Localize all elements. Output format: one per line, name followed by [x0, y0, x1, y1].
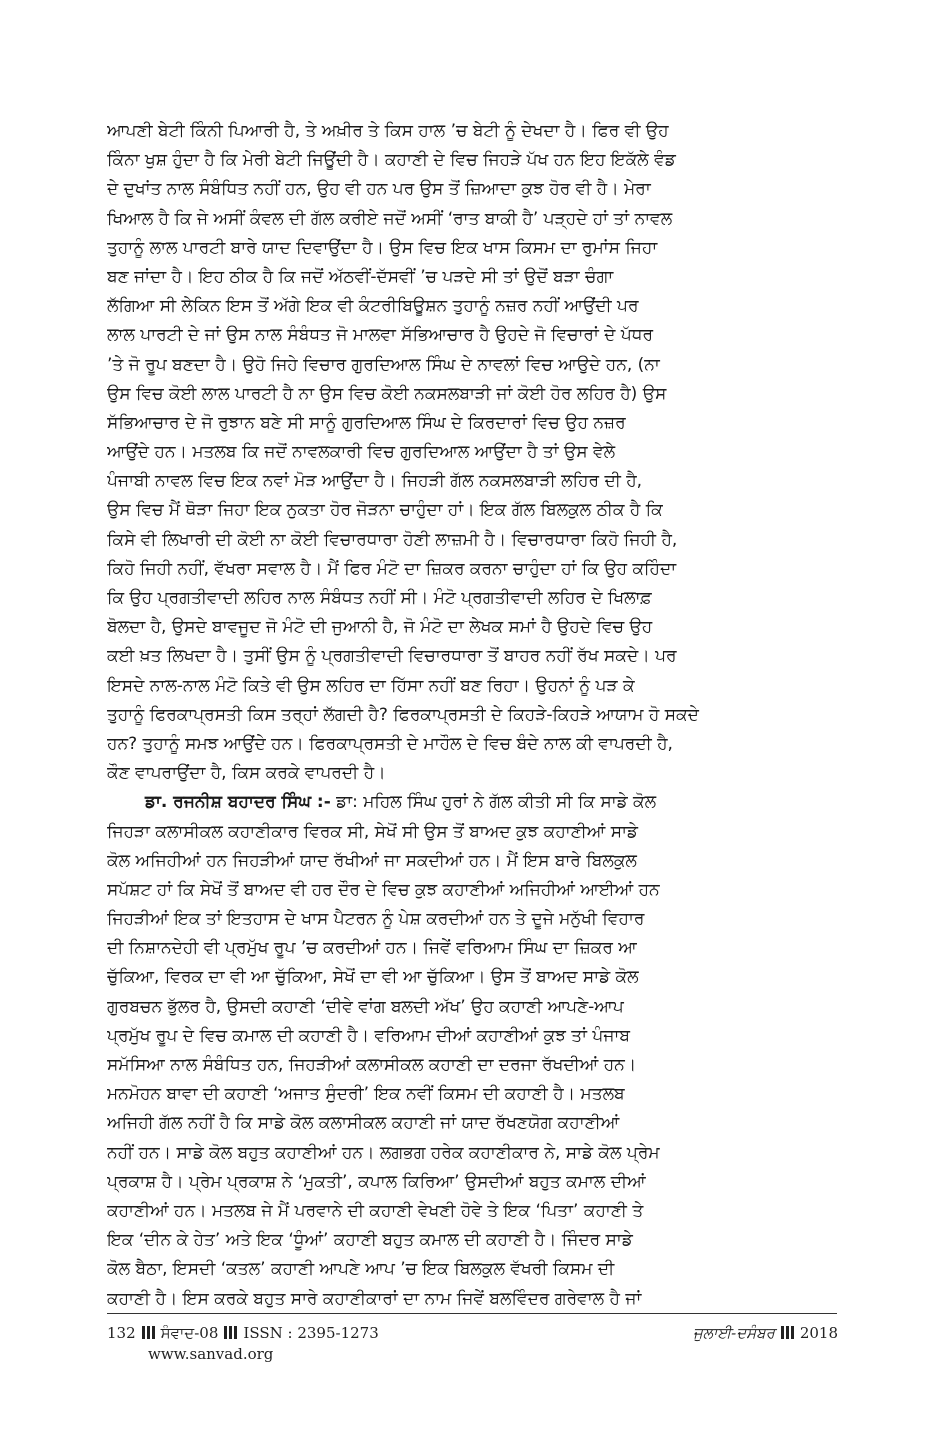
text-line: ਕਿਹੋ ਜਿਹੀ ਨਹੀਂ, ਵੱਖਰਾ ਸਵਾਲ ਹੈ। ਮੈਂ ਫਿਰ ਮੰਟੋ ਦਾ ਜ਼ਿਕਰ ਕਰਨਾ ਚਾਹੁੰਦਾ ਹਾਂ ਕਿ ਉਹ ਕਹਿੰਦਾ — [107, 558, 677, 579]
text-line: ਜਿਹੜੀਆਂ ਇਕ ਤਾਂ ਇਤਹਾਸ ਦੇ ਖਾਸ ਪੈਟਰਨ ਨੂੰ ਪੇਸ਼ ਕਰਦੀਆਂ ਹਨ ਤੇ ਦੂਜੇ ਮਨੁੱਖੀ ਵਿਹਾਰ — [107, 909, 645, 930]
text-line: ਖਿਆਲ ਹੈ ਕਿ ਜੇ ਅਸੀਂ ਕੰਵਲ ਦੀ ਗੱਲ ਕਰੀਏ ਜਦੋਂ ਅਸੀਂ ‘ਰਾਤ ਬਾਕੀ ਹੈ’ ਪੜ੍ਹਦੇ ਹਾਂ ਤਾਂ ਨਾਵਲ — [107, 208, 673, 229]
footer-right — [693, 1323, 838, 1343]
text-line: ਸਮੱਸਿਆ ਨਾਲ ਸੰਬੰਧਿਤ ਹਨ, ਜਿਹੜੀਆਂ ਕਲਾਸੀਕਲ ਕਹਾਣੀ ਦਾ ਦਰਜਾ ਰੱਖਦੀਆਂ ਹਨ। — [107, 1055, 637, 1075]
text-line: ਉਸ ਵਿਚ ਮੈਂ ਥੋੜਾ ਜਿਹਾ ਇਕ ਨੁਕਤਾ ਹੋਰ ਜੋੜਨਾ ਚਾਹੁੰਦਾ ਹਾਂ। ਇਕ ਗੱਲ ਬਿਲਕੁਲ ਠੀਕ ਹੈ ਕਿ — [107, 500, 663, 521]
footer-left — [107, 1323, 379, 1343]
text-line: ਆਪਣੀ ਬੇਟੀ ਕਿੰਨੀ ਪਿਆਰੀ ਹੈ, ਤੇ ਅਖ਼ੀਰ ਤੇ ਕਿਸ ਹਾਲ ’ਚ ਬੇਟੀ ਨੂੰ ਦੇਖਦਾ ਹੈ। ਫਿਰ ਵੀ ਉਹ — [107, 121, 669, 141]
text-line: ਬੋਲਦਾ ਹੈ, ਉਸਦੇ ਬਾਵਜੂਦ ਜੋ ਮੰਟੋ ਦੀ ਜੁਆਨੀ ਹੈ, ਜੋ ਮੰਟੋ ਦਾ ਲੇਖਕ ਸਮਾਂ ਹੈ ਉਹਦੇ ਵਿਚ ਉਹ — [107, 617, 653, 638]
paragraph-1 — [107, 117, 838, 788]
text-line: ਕਿੰਨਾ ਖੁਸ਼ ਹੁੰਦਾ ਹੈ ਕਿ ਮੇਰੀ ਬੇਟੀ ਜਿਊਂਦੀ ਹੈ। ਕਹਾਣੀ ਦੇ ਵਿਚ ਜਿਹੜੇ ਪੱਖ ਹਨ ਇਹ ਇਕੱਲੇ ਵੰਡ — [107, 150, 676, 171]
bars-icon — [224, 1326, 237, 1339]
text-line: ਉਸ ਵਿਚ ਕੋਈ ਲਾਲ ਪਾਰਟੀ ਹੈ ਨਾ ਉਸ ਵਿਚ ਕੋਈ ਨਕਸਲਬਾੜੀ ਜਾਂ ਕੋਈ ਹੋਰ ਲਹਿਰ ਹੈ) ਉਸ — [107, 383, 667, 404]
text-line: ਨਹੀਂ ਹਨ। ਸਾਡੇ ਕੋਲ ਬਹੁਤ ਕਹਾਣੀਆਂ ਹਨ। ਲਗਭਗ ਹਰੇਕ ਕਹਾਣੀਕਾਰ ਨੇ, ਸਾਡੇ ਕੋਲ ਪ੍ਰੇਮ — [107, 1142, 660, 1163]
text-line: ਕਹਾਣੀ ਹੈ। ਇਸ ਕਰਕੇ ਬਹੁਤ ਸਾਰੇ ਕਹਾਣੀਕਾਰਾਂ ਦਾ ਨਾਮ ਜਿਵੇਂ ਬਲਵਿੰਦਰ ਗਰੇਵਾਲ ਹੈ ਜਾਂ — [107, 1288, 642, 1309]
text-line: ਤੁਹਾਨੂੰ ਫਿਰਕਾਪ੍ਰਸਤੀ ਕਿਸ ਤਰ੍ਹਾਂ ਲੱਗਦੀ ਹੈ? ਫਿਰਕਾਪ੍ਰਸਤੀ ਦੇ ਕਿਹੜੇ-ਕਿਹੜੇ ਆਯਾਮ ਹੋ ਸਕਦੇ — [107, 704, 699, 725]
text-line: ਕਈ ਖ਼ਤ ਲਿਖਦਾ ਹੈ। ਤੁਸੀਂ ਉਸ ਨੂੰ ਪ੍ਰਗਤੀਵਾਦੀ ਵਿਚਾਰਧਾਰਾ ਤੋਂ ਬਾਹਰ ਨਹੀਂ ਰੱਖ ਸਕਦੇ। ਪਰ — [107, 646, 677, 667]
bars-icon — [142, 1326, 155, 1339]
text-line: ਚੁੱਕਿਆ, ਵਿਰਕ ਦਾ ਵੀ ਆ ਚੁੱਕਿਆ, ਸੇਖੋਂ ਦਾ ਵੀ ਆ ਚੁੱਕਿਆ। ਉਸ ਤੋਂ ਬਾਅਦ ਸਾਡੇ ਕੋਲ — [107, 967, 639, 988]
text-line: ਕੌਣ ਵਾਪਰਾਉਂਦਾ ਹੈ, ਕਿਸ ਕਰਕੇ ਵਾਪਰਦੀ ਹੈ। — [107, 763, 386, 784]
page-number: 132 — [107, 1324, 136, 1342]
text-line: ਇਸਦੇ ਨਾਲ-ਨਾਲ ਮੰਟੋ ਕਿਤੇ ਵੀ ਉਸ ਲਹਿਰ ਦਾ ਹਿੱਸਾ ਨਹੀਂ ਬਣ ਰਿਹਾ। ਉਹਨਾਂ ਨੂੰ ਪੜ ਕੇ — [107, 675, 635, 696]
text-line: ਸੱਭਿਆਚਾਰ ਦੇ ਜੋ ਰੁਝਾਨ ਬਣੇ ਸੀ ਸਾਨੂੰ ਗੁਰਦਿਆਲ ਸਿੰਘ ਦੇ ਕਿਰਦਾਰਾਂ ਵਿਚ ਉਹ ਨਜ਼ਰ — [107, 412, 626, 433]
text-line: ਜਿਹੜਾ ਕਲਾਸੀਕਲ ਕਹਾਣੀਕਾਰ ਵਿਰਕ ਸੀ, ਸੇਖੋਂ ਸੀ ਉਸ ਤੋਂ ਬਾਅਦ ਕੁਝ ਕਹਾਣੀਆਂ ਸਾਡੇ — [107, 821, 638, 842]
text-line: ਕੋਲ ਬੈਠਾ, ਇਸਦੀ ‘ਕਤਲ’ ਕਹਾਣੀ ਆਪਣੇ ਆਪ ’ਚ ਇਕ ਬਿਲਕੁਲ ਵੱਖਰੀ ਕਿਸਮ ਦੀ — [107, 1259, 615, 1280]
speaker-line-text: ਡਾ: ਮਹਿਲ ਸਿੰਘ ਹੁਰਾਂ ਨੇ ਗੱਲ ਕੀਤੀ ਸੀ ਕਿ ਸਾਡੇ ਕੋਲ — [330, 792, 657, 813]
text-line: ਪ੍ਰਮੁੱਖ ਰੂਪ ਦੇ ਵਿਚ ਕਮਾਲ ਦੀ ਕਹਾਣੀ ਹੈ। ਵਰਿਆਮ ਦੀਆਂ ਕਹਾਣੀਆਂ ਕੁਝ ਤਾਂ ਪੰਜਾਬ — [107, 1025, 630, 1046]
text-line: ਦੀ ਨਿਸ਼ਾਨਦੇਹੀ ਵੀ ਪ੍ਰਮੁੱਖ ਰੂਪ ’ਚ ਕਰਦੀਆਂ ਹਨ। ਜਿਵੇਂ ਵਰਿਆਮ ਸਿੰਘ ਦਾ ਜ਼ਿਕਰ ਆ — [107, 938, 637, 959]
text-line: ਆਉਂਦੇ ਹਨ। ਮਤਲਬ ਕਿ ਜਦੋਂ ਨਾਵਲਕਾਰੀ ਵਿਚ ਗੁਰਦਿਆਲ ਆਉਂਦਾ ਹੈ ਤਾਂ ਉਸ ਵੇਲੇ — [107, 442, 616, 463]
text-line: ਗੁਰਬਚਨ ਭੁੱਲਰ ਹੈ, ਉਸਦੀ ਕਹਾਣੀ ‘ਦੀਵੇ ਵਾਂਗ ਬਲਦੀ ਅੱਖ’ ਉਹ ਕਹਾਣੀ ਆਪਣੇ-ਆਪ — [107, 996, 624, 1017]
text-line: ਕਿਸੇ ਵੀ ਲਿਖਾਰੀ ਦੀ ਕੋਈ ਨਾ ਕੋਈ ਵਿਚਾਰਧਾਰਾ ਹੋਣੀ ਲਾਜ਼ਮੀ ਹੈ। ਵਿਚਾਰਧਾਰਾ ਕਿਹੋ ਜਿਹੀ ਹੈ, — [107, 529, 678, 550]
text-line: ਮਨਮੋਹਨ ਬਾਵਾ ਦੀ ਕਹਾਣੀ ‘ਅਜਾਤ ਸੁੰਦਰੀ’ ਇਕ ਨਵੀਂ ਕਿਸਮ ਦੀ ਕਹਾਣੀ ਹੈ। ਮਤਲਬ — [107, 1084, 625, 1105]
text-line: ਪ੍ਰਕਾਸ਼ ਹੈ। ਪ੍ਰੇਮ ਪ੍ਰਕਾਸ਼ ਨੇ ‘ਮੁਕਤੀ’, ਕਪਾਲ ਕਿਰਿਆ’ ਉਸਦੀਆਂ ਬਹੁਤ ਕਮਾਲ ਦੀਆਂ — [107, 1171, 646, 1192]
text-line: ਹਨ? ਤੁਹਾਨੂੰ ਸਮਝ ਆਉਂਦੇ ਹਨ। ਫਿਰਕਾਪ੍ਰਸਤੀ ਦੇ ਮਾਹੌਲ ਦੇ ਵਿਚ ਬੰਦੇ ਨਾਲ ਕੀ ਵਾਪਰਦੀ ਹੈ, — [107, 733, 673, 754]
text-line: ਲਾਲ ਪਾਰਟੀ ਦੇ ਜਾਂ ਉਸ ਨਾਲ ਸੰਬੰਧਤ ਜੋ ਮਾਲਵਾ ਸੱਭਿਆਚਾਰ ਹੈ ਉਹਦੇ ਜੋ ਵਿਚਾਰਾਂ ਦੇ ਪੱਧਰ — [107, 325, 654, 346]
issue-year: 2018 — [799, 1324, 838, 1342]
issue-period: ਜੁਲਾਈ-ਦਸੰਬਰ — [693, 1324, 775, 1342]
bars-icon — [781, 1326, 794, 1339]
article-body — [107, 117, 838, 1314]
text-line: ਇਕ ‘ਦੀਨ ਕੇ ਹੇਤ’ ਅਤੇ ਇਕ ‘ਧੂੰਆਂ’ ਕਹਾਣੀ ਬਹੁਤ ਕਮਾਲ ਦੀ ਕਹਾਣੀ ਹੈ। ਜਿੰਦਰ ਸਾਡੇ — [107, 1230, 633, 1251]
text-line: ਕਿ ਉਹ ਪ੍ਰਗਤੀਵਾਦੀ ਲਹਿਰ ਨਾਲ ਸੰਬੰਧਤ ਨਹੀਂ ਸੀ। ਮੰਟੋ ਪ੍ਰਗਤੀਵਾਦੀ ਲਹਿਰ ਦੇ ਖਿਲਾਫ਼ — [107, 588, 652, 608]
text-line: ਤੁਹਾਨੂੰ ਲਾਲ ਪਾਰਟੀ ਬਾਰੇ ਯਾਦ ਦਿਵਾਉਂਦਾ ਹੈ। ਉਸ ਵਿਚ ਇਕ ਖਾਸ ਕਿਸਮ ਦਾ ਰੁਮਾਂਸ ਜਿਹਾ — [107, 237, 658, 258]
journal-name: ਸੰਵਾਦ-08 — [160, 1324, 219, 1342]
speaker-name: ਡਾ. ਰਜਨੀਸ਼ ਬਹਾਦਰ ਸਿੰਘ :- — [145, 792, 331, 813]
speaker-line — [107, 788, 838, 817]
text-line: ਲੱਗਿਆ ਸੀ ਲੇਕਿਨ ਇਸ ਤੋਂ ਅੱਗੇ ਇਕ ਵੀ ਕੰਟਰੀਬਿਊਸ਼ਨ ਤੁਹਾਨੂੰ ਨਜ਼ਰ ਨਹੀਂ ਆਉਂਦੀ ਪਰ — [107, 296, 639, 317]
text-line: ’ਤੇ ਜੋ ਰੂਪ ਬਣਦਾ ਹੈ। ਉਹੋ ਜਿਹੇ ਵਿਚਾਰ ਗੁਰਦਿਆਲ ਸਿੰਘ ਦੇ ਨਾਵਲਾਂ ਵਿਚ ਆਉਦੇ ਹਨ, (ਨਾ — [107, 354, 660, 375]
issn: ISSN : 2395-1273 — [243, 1324, 379, 1342]
text-line: ਕਹਾਣੀਆਂ ਹਨ। ਮਤਲਬ ਜੇ ਮੈਂ ਪਰਵਾਨੇ ਦੀ ਕਹਾਣੀ ਵੇਖਣੀ ਹੋਵੇ ਤੇ ਇਕ ‘ਪਿਤਾ’ ਕਹਾਣੀ ਤੇ — [107, 1200, 644, 1221]
text-line: ਅਜਿਹੀ ਗੱਲ ਨਹੀਂ ਹੈ ਕਿ ਸਾਡੇ ਕੋਲ ਕਲਾਸੀਕਲ ਕਹਾਣੀ ਜਾਂ ਯਾਦ ਰੱਖਣਯੋਗ ਕਹਾਣੀਆਂ — [107, 1113, 620, 1134]
text-line: ਪੰਜਾਬੀ ਨਾਵਲ ਵਿਚ ਇਕ ਨਵਾਂ ਮੋੜ ਆਉਂਦਾ ਹੈ। ਜਿਹੜੀ ਗੱਲ ਨਕਸਲਬਾੜੀ ਲਹਿਰ ਦੀ ਹੈ, — [107, 471, 643, 492]
text-line: ਕੋਲ ਅਜਿਹੀਆਂ ਹਨ ਜਿਹੜੀਆਂ ਯਾਦ ਰੱਖੀਆਂ ਜਾ ਸਕਦੀਆਂ ਹਨ। ਮੈਂ ਇਸ ਬਾਰੇ ਬਿਲਕੁਲ — [107, 850, 637, 871]
text-line: ਬਣ ਜਾਂਦਾ ਹੈ। ਇਹ ਠੀਕ ਹੈ ਕਿ ਜਦੋਂ ਅੱਠਵੀਂ-ਦੱਸਵੀਂ ’ਚ ਪੜਦੇ ਸੀ ਤਾਂ ਉਦੋਂ ਬੜਾ ਚੰਗਾ — [107, 266, 614, 287]
footer-rule — [107, 1313, 837, 1314]
website-url: www.sanvad.org — [148, 1345, 274, 1363]
text-line: ਸਪੱਸ਼ਟ ਹਾਂ ਕਿ ਸੇਖੋਂ ਤੋਂ ਬਾਅਦ ਵੀ ਹਰ ਦੌਰ ਦੇ ਵਿਚ ਕੁਝ ਕਹਾਣੀਆਂ ਅਜਿਹੀਆਂ ਆਈਆਂ ਹਨ — [107, 879, 660, 900]
text-line: ਦੇ ਦੁਖਾਂਤ ਨਾਲ ਸੰਬੰਧਿਤ ਨਹੀਂ ਹਨ, ਉਹ ਵੀ ਹਨ ਪਰ ਉਸ ਤੋਂ ਜ਼ਿਆਦਾ ਕੁਝ ਹੋਰ ਵੀ ਹੈ। ਮੇਰਾ — [107, 179, 651, 200]
paragraph-2 — [107, 818, 838, 1314]
